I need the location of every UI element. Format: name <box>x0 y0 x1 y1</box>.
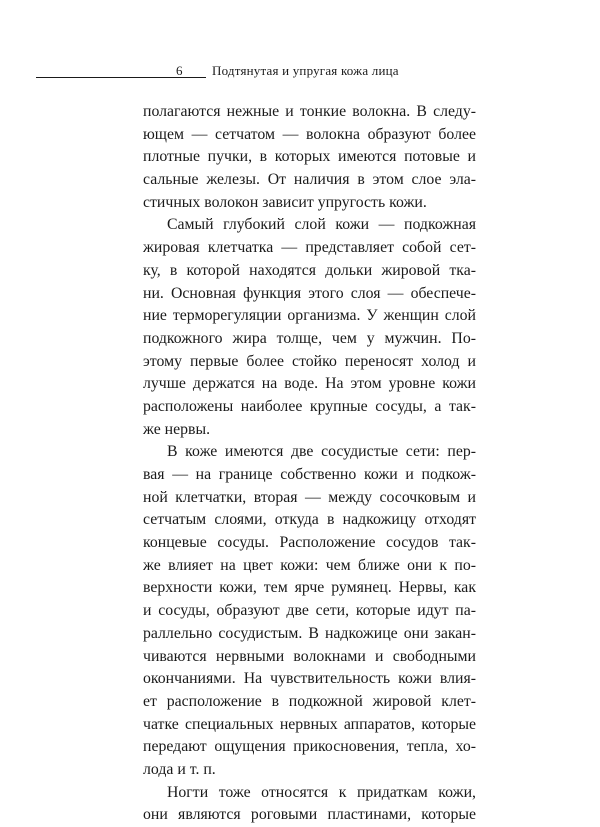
text-line: полагаются нежные и тонкие волокна. В следу- <box>143 103 476 120</box>
text-line: сетчатым слоями, откуда в надкожицу отходят <box>143 511 476 529</box>
text-line: подкожного жира толще, чем у мужчин. По- <box>143 329 476 347</box>
text-line: же влияет на цвет кожи: чем ближе они к по- <box>143 556 476 574</box>
running-head <box>36 62 476 84</box>
text-line: Ногти тоже относятся к придаткам кожи, <box>167 783 476 801</box>
text-line: плотные пучки, в которых имеются потовые и <box>143 148 476 166</box>
text-line: ку, в которой находятся дольки жировой тка- <box>143 261 476 279</box>
paragraph <box>143 441 476 781</box>
text-line: чатке специальных нервных аппаратов, которые <box>143 715 476 733</box>
text-line: раллельно сосудистым. В надкожице они закан- <box>143 624 476 642</box>
text-line: лучше держатся на воде. На этом уровне кожи <box>143 375 476 393</box>
text-line: верхности кожи, тем ярче румянец. Нервы, как <box>143 579 476 597</box>
text-line: В коже имеются две сосудистые сети: пер- <box>167 443 476 461</box>
text-line: окончаниями. На чувствительность кожи влия- <box>143 670 476 688</box>
text-line: Самый глубокий слой кожи — подкожная <box>167 216 476 234</box>
text-line: ной клетчатки, вторая — между сосочковым и <box>143 488 476 506</box>
text-line: вая — на границе собственно кожи и подкож- <box>143 466 476 483</box>
text-line: расположены наиболее крупные сосуды, а так- <box>143 397 476 415</box>
text-line: жировая клетчатка — представляет собой сет- <box>143 239 476 257</box>
paragraph <box>143 101 476 214</box>
paragraph <box>143 214 476 441</box>
text-line: передают ощущения прикосновения, тепла, хо- <box>143 738 476 756</box>
paragraph <box>143 782 476 827</box>
text-line: чиваются нервными волокнами и свободными <box>143 647 476 665</box>
body-text <box>143 101 476 827</box>
text-line: же нервы. <box>143 420 211 438</box>
text-line: стичных волокон зависит упругость кожи. <box>143 193 427 211</box>
text-line: концевые сосуды. Расположение сосудов так- <box>143 534 476 552</box>
text-line: ет расположение в подкожной жировой клет- <box>143 692 476 710</box>
text-line: этому первые более стойко переносят холод и <box>143 352 476 370</box>
text-line: они являются роговыми пластинами, которые <box>143 806 476 824</box>
text-line: и сосуды, образуют две сети, которые идут па- <box>143 602 476 620</box>
running-title: Подтянутая и упругая кожа лица <box>212 63 399 78</box>
text-line: ние терморегуляции организма. У женщин слой <box>143 307 476 325</box>
text-line: ни. Основная функция этого слоя — обеспече- <box>143 284 476 302</box>
text-line: лода и т. п. <box>143 760 216 778</box>
text-line: ющем — сетчатом — волокна образуют более <box>143 125 476 143</box>
page-number: 6 <box>176 63 183 78</box>
text-line: сальные железы. От наличия в этом слое эла- <box>143 171 476 189</box>
